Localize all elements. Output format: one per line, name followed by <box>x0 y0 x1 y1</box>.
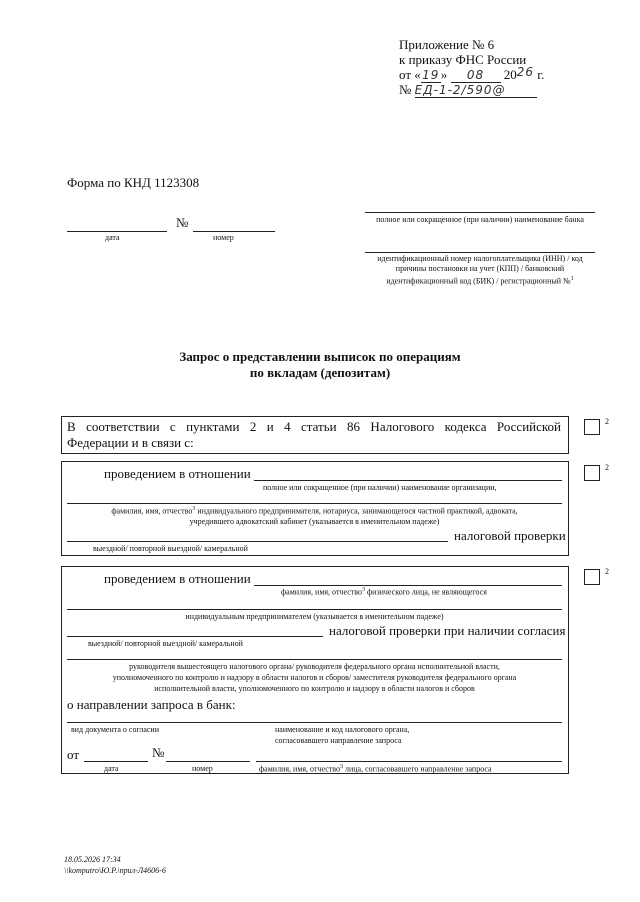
document-title-line1: Запрос о представлении выписок по операциям <box>179 349 461 364</box>
authority-caption-line2: согласовавшего направление запроса <box>275 736 402 745</box>
individual-audit-checkbox[interactable] <box>584 569 600 585</box>
consent-doc-field[interactable] <box>67 722 562 723</box>
consent-fio-field[interactable] <box>256 761 562 762</box>
entity-person-field[interactable] <box>67 503 562 504</box>
footnote-1: 1 <box>570 276 574 282</box>
appendix-title: Приложение № 6 <box>399 37 495 52</box>
footnote-3b: 3 <box>362 587 365 593</box>
head-caption-line1: руководителя вышестоящего налогового органа/ руководителя федерального органа исполнительной власти, <box>129 662 500 671</box>
individual-audit-type-field[interactable] <box>67 636 323 637</box>
entity-audit-checkbox[interactable] <box>584 465 600 481</box>
year-prefix: 20 <box>503 67 517 82</box>
entity-audit-label: проведением в отношении <box>104 466 251 481</box>
doc-number-sign: № <box>176 215 189 230</box>
consent-number-caption: номер <box>192 764 213 773</box>
head-approval-field[interactable] <box>67 659 562 660</box>
entity-audit-text: налоговой проверки <box>454 528 566 543</box>
head-caption-line3: исполнительной власти, уполномоченного по контролю и надзору в области налогов и сборов <box>154 684 475 693</box>
head-caption-line2: уполномоченного по контролю и надзору в области налогов и сборов/ заместителя руководителя федерального органа <box>112 673 517 682</box>
consent-doc-caption: вид документа о согласии <box>71 725 159 734</box>
individual-name-field-2[interactable] <box>67 609 562 610</box>
individual-name-caption-b: физического лица, не являющегося <box>365 587 487 597</box>
footer-datetime: 18.05.2026 17:34 <box>64 855 121 864</box>
handwritten-order-number: ЕД-1-2/590@ <box>415 83 537 98</box>
consent-fio-caption-b: лица, согласовавшего направление запроса <box>343 764 492 774</box>
date-sep: » <box>440 67 448 82</box>
bank-ids-field[interactable] <box>365 252 595 253</box>
bank-ids-caption <box>362 254 598 287</box>
basis-text-line2: Федерации и в связи с: <box>67 435 194 450</box>
entity-audit-type-field[interactable] <box>67 541 448 542</box>
date-prefix: от « <box>399 67 421 82</box>
footnote-3: 3 <box>192 506 196 512</box>
entity-audit-footnote-mark: 2 <box>605 463 609 472</box>
document-title-line2: по вкладам (депозитам) <box>249 365 391 380</box>
doc-date-field[interactable] <box>67 231 167 232</box>
handwritten-day: 19 <box>422 68 440 82</box>
individual-name-caption <box>281 587 487 597</box>
doc-number-caption: номер <box>213 233 234 242</box>
individual-audit-types-caption: выездной/ повторной выездной/ камеральной <box>88 639 243 648</box>
entity-person-caption-a: фамилия, имя, отчество <box>111 506 193 516</box>
entity-person-caption-line2: учредившего адвокатский кабинет (указывается в именительном падеже) <box>189 517 440 526</box>
bank-ids-caption-text: идентификационный номер налогоплательщика (ИНН) / код причины постановки на учет (КПП) / банковский идентификационный код (БИК) / регистрационный № <box>377 254 583 286</box>
consent-fio-caption <box>259 764 492 774</box>
consent-fio-caption-a: фамилия, имя, отчество <box>259 764 340 774</box>
individual-name-caption-a: фамилия, имя, отчество <box>281 587 362 597</box>
bank-name-field[interactable] <box>365 212 595 213</box>
entity-name-caption: полное или сокращенное (при наличии) наименование организации, <box>263 483 497 492</box>
entity-person-caption-b: индивидуального предпринимателя, нотариуса, занимающегося частной практикой, адвоката, <box>195 506 518 516</box>
consent-from-label: от <box>67 747 80 762</box>
entity-person-caption <box>64 506 565 516</box>
individual-audit-label: проведением в отношении <box>104 571 251 586</box>
individual-name-field[interactable] <box>254 585 562 586</box>
individual-audit-footnote-mark: 2 <box>605 567 609 576</box>
basis-footnote-mark: 2 <box>605 417 609 426</box>
handwritten-year: 26 <box>516 65 535 79</box>
footer-file-path: \\komputro\Ю.Р.\прил-Л4606-6 <box>64 866 166 875</box>
footnote-3c: 3 <box>340 764 343 770</box>
bank-name-caption: полное или сокращенное (при наличии) наименование банка <box>376 215 584 224</box>
consent-number-sign: № <box>152 745 165 760</box>
doc-number-field[interactable] <box>193 231 275 232</box>
basis-checkbox[interactable] <box>584 419 600 435</box>
consent-date-caption: дата <box>104 764 119 773</box>
consent-number-field[interactable] <box>166 761 250 762</box>
entity-name-field[interactable] <box>254 480 562 481</box>
order-number-line <box>399 82 537 98</box>
doc-date-caption: дата <box>105 233 120 242</box>
year-suffix: г. <box>537 67 545 82</box>
direction-label: о направлении запроса в банк: <box>67 697 236 712</box>
basis-text-line1: В соответствии с пунктами 2 и 4 статьи 86 Налогового кодекса Российской <box>67 419 561 434</box>
entity-audit-types-caption: выездной/ повторной выездной/ камеральной <box>93 544 248 553</box>
individual-name-caption-line2: индивидуальным предпринимателем (указывается в именительном падеже) <box>185 612 444 621</box>
handwritten-month: 08 <box>451 68 501 83</box>
consent-date-field[interactable] <box>84 761 148 762</box>
number-prefix: № <box>399 82 412 97</box>
individual-audit-text: налоговой проверки при наличии согласия <box>329 623 566 638</box>
form-code: Форма по КНД 1123308 <box>67 175 200 190</box>
order-date-line <box>399 67 544 83</box>
order-reference: к приказу ФНС России <box>399 52 527 67</box>
authority-caption-line1: наименование и код налогового органа, <box>275 725 410 734</box>
